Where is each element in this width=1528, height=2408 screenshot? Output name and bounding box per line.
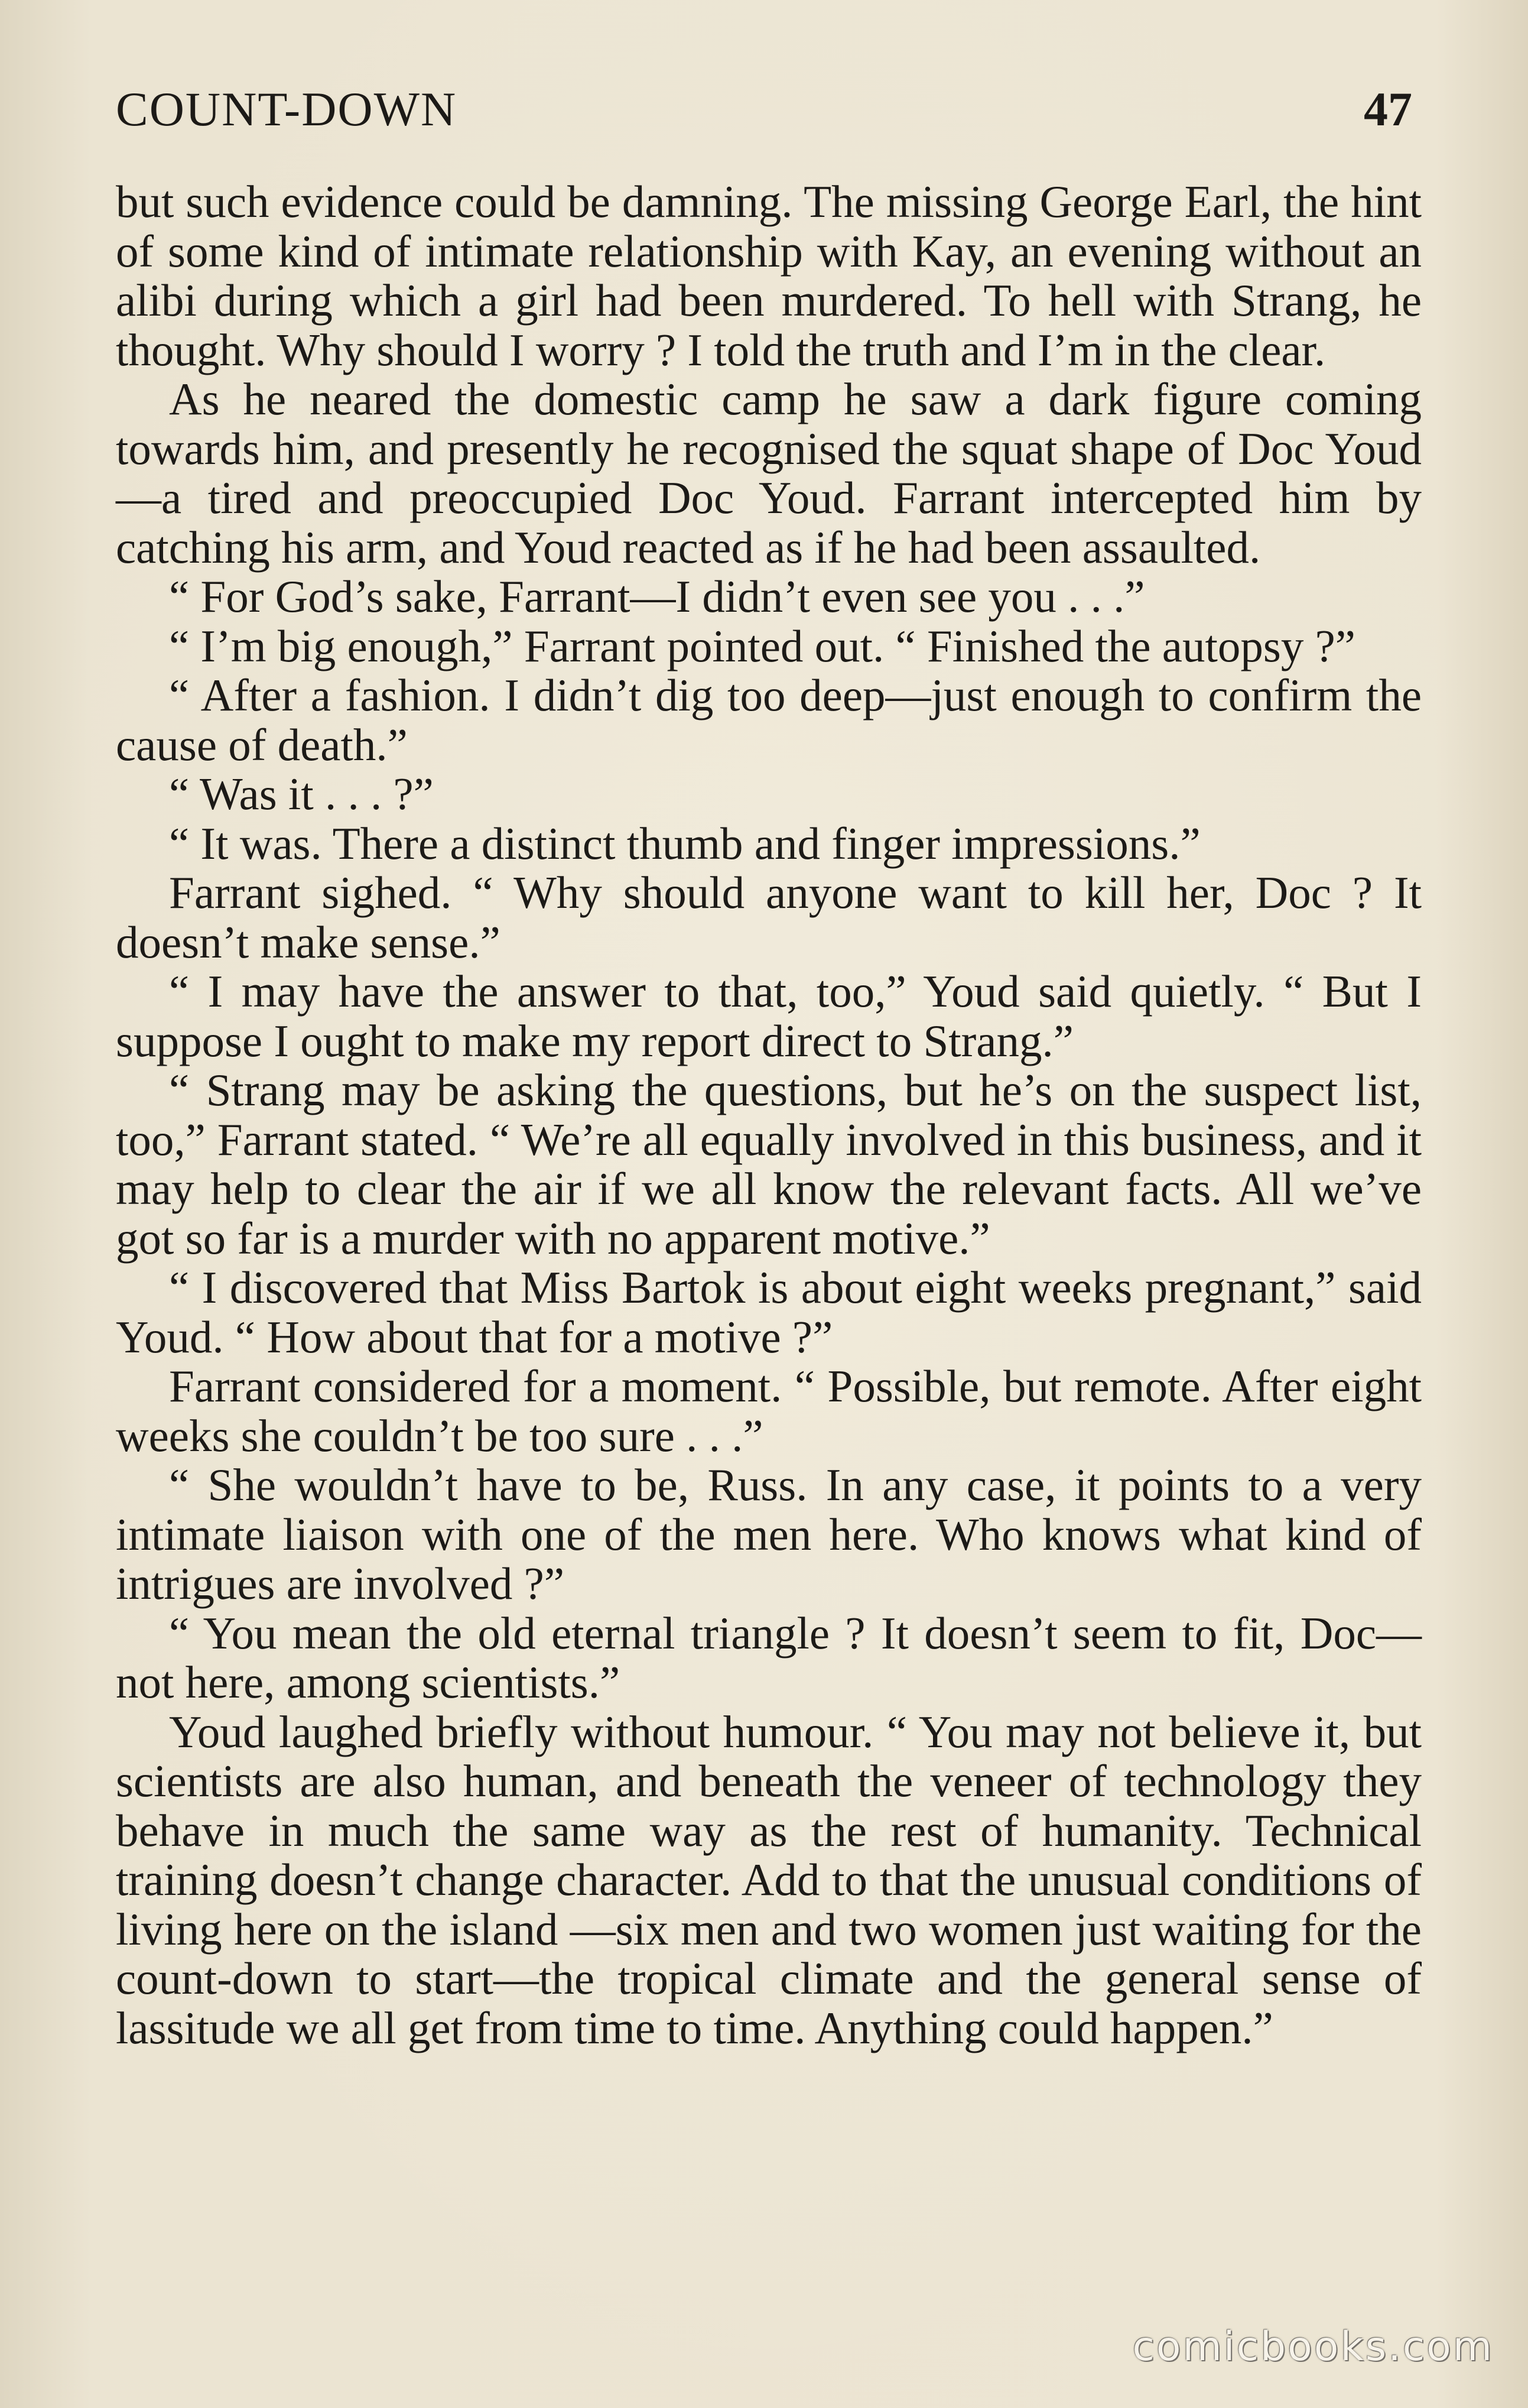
paragraph: “ You mean the old eternal triangle ? It doesn’t seem to fit, Doc—not here, among scientists.” — [116, 1607, 1422, 1708]
paragraph: Farrant considered for a moment. “ Possible, but remote. After eight weeks she couldn’t be too sure . . .” — [116, 1361, 1422, 1461]
paragraph: but such evidence could be damning. The missing George Earl, the hint of some kind of intimate relationship with Kay, an evening without an alibi during which a girl had been murdered. To hell with Strang, he thought. Why should I worry ? I told the truth and I’m in the clear. — [116, 176, 1422, 375]
paragraph: “ She wouldn’t have to be, Russ. In any case, it points to a very intimate liaison with one of the men here. Who knows what kind of intrigues are involved ?” — [116, 1459, 1422, 1609]
paragraph: “ After a fashion. I didn’t dig too deep—just enough to confirm the cause of death.” — [116, 670, 1422, 770]
paragraph: “ It was. There a distinct thumb and finger impressions.” — [169, 817, 1201, 869]
body-text — [116, 177, 1422, 2053]
paragraph: “ I’m big enough,” Farrant pointed out. “ Finished the autopsy ?” — [169, 620, 1355, 671]
running-title: COUNT-DOWN — [116, 82, 457, 136]
paragraph: “ Strang may be asking the questions, but he’s on the suspect list, too,” Farrant stated. “ We’re all equally involved in this business, and it may help to clear the air if we all know the relevant facts. All we’ve got so far is a murder with no apparent motive.” — [116, 1065, 1422, 1264]
page-number: 47 — [1364, 82, 1412, 136]
paragraph: “ I may have the answer to that, too,” Youd said quietly. “ But I suppose I ought to make my report direct to Strang.” — [116, 966, 1422, 1066]
paragraph: “ I discovered that Miss Bartok is about eight weeks pregnant,” said Youd. “ How about that for a motive ?” — [116, 1262, 1422, 1362]
paragraph: As he neared the domestic camp he saw a dark figure coming towards him, and presently he recognised the squat shape of Doc Youd—a tired and preoccupied Doc Youd. Farrant intercepted him by catching his arm, and Youd reacted as if he had been assaulted. — [116, 374, 1422, 573]
paragraph: “ For God’s sake, Farrant—I didn’t even see you . . .” — [169, 571, 1145, 622]
running-header — [116, 82, 1412, 147]
paragraph: Youd laughed briefly without humour. “ You may not believe it, but scientists are also human, and beneath the veneer of technology they behave in much the same way as the rest of humanity. Technical training doesn’t change character. Add to that the unusual conditions of living here on the island —six men and two women just waiting for the count-down to start—the tropical climate and the general sense of lassitude we all get from time to time. Anything could happen.” — [116, 1706, 1422, 2053]
paragraph: Farrant sighed. “ Why should anyone want to kill her, Doc ? It doesn’t make sense.” — [116, 867, 1422, 968]
paragraph: “ Was it . . . ?” — [169, 768, 434, 819]
watermark: comicbooks.com — [1132, 2323, 1494, 2370]
